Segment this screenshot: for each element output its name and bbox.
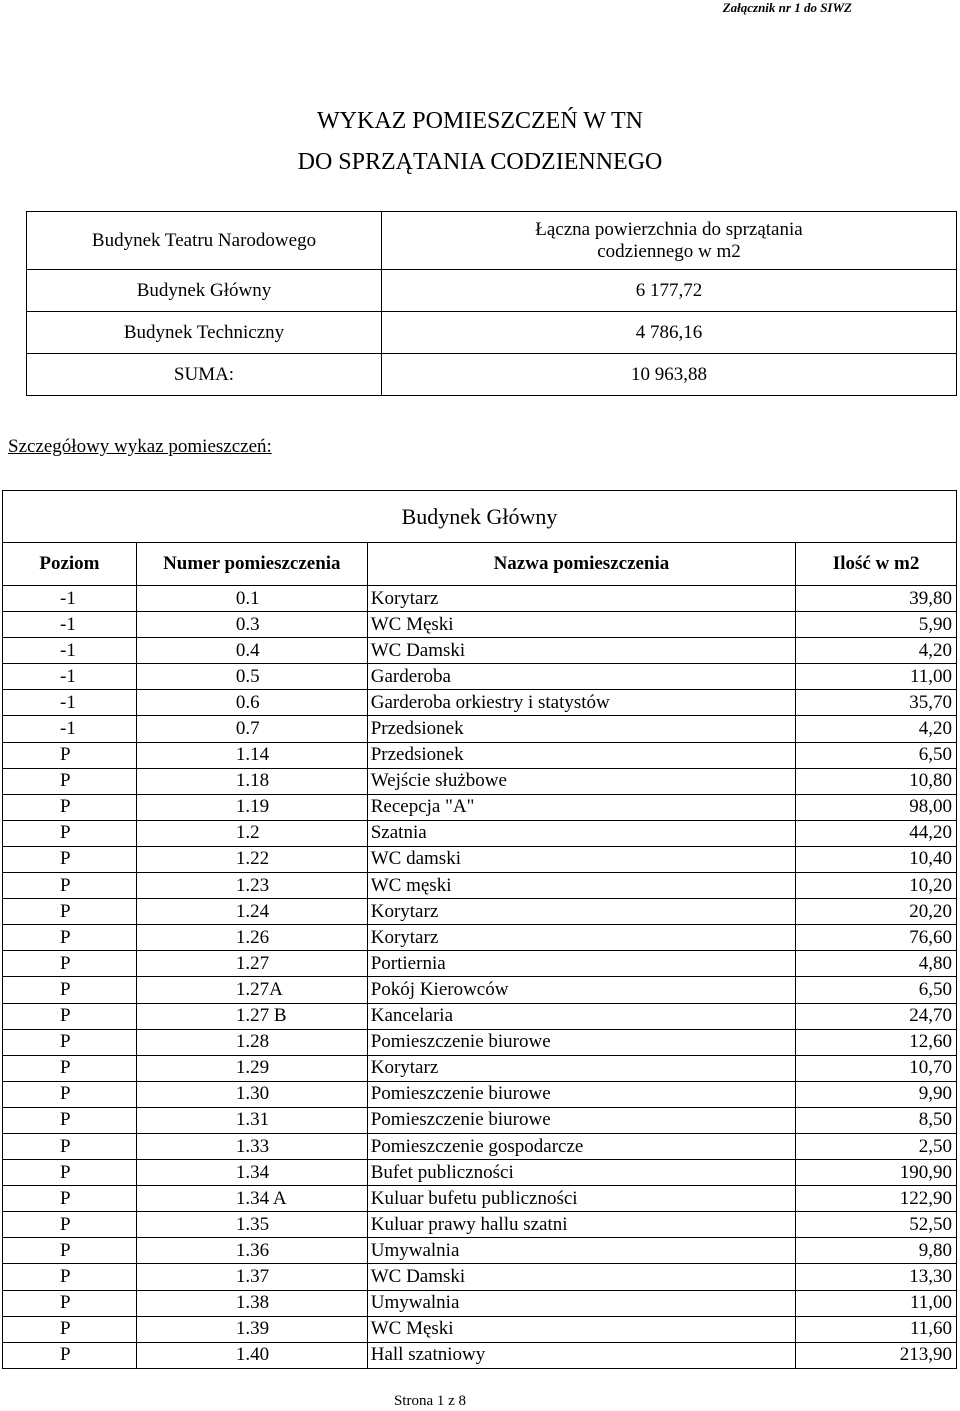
room-name: WC Damski [367, 1264, 795, 1290]
room-name: WC Damski [367, 638, 795, 664]
room-area: 76,60 [796, 925, 957, 951]
room-area: 10,40 [796, 846, 957, 872]
room-name: Garderoba [367, 664, 795, 690]
room-number: 1.2 [136, 820, 367, 846]
room-number: 0.1 [136, 586, 367, 612]
table-row [3, 742, 957, 768]
room-level: -1 [3, 716, 137, 742]
column-header-name: Nazwa pomieszczenia [367, 543, 795, 586]
table-row [3, 951, 957, 977]
room-level: P [3, 1081, 137, 1107]
room-area: 122,90 [796, 1186, 957, 1212]
room-level: P [3, 1186, 137, 1212]
document-title-line-1: WYKAZ POMIESZCZEŃ W TN [317, 108, 643, 134]
room-name: Szatnia [367, 820, 795, 846]
document-title-line-2: DO SPRZĄTANIA CODZIENNEGO [297, 149, 663, 175]
room-number: 1.23 [136, 873, 367, 899]
room-number: 1.28 [136, 1029, 367, 1055]
room-area: 11,00 [796, 664, 957, 690]
room-area: 10,80 [796, 768, 957, 794]
room-level: P [3, 1290, 137, 1316]
room-area: 6,50 [796, 977, 957, 1003]
room-level: P [3, 1107, 137, 1133]
room-name: WC damski [367, 846, 795, 872]
room-name: Kuluar bufetu publiczności [367, 1186, 795, 1212]
room-name: Hall szatniowy [367, 1342, 795, 1368]
room-level: P [3, 1316, 137, 1342]
room-area: 213,90 [796, 1342, 957, 1368]
table-row [3, 899, 957, 925]
table-row [3, 768, 957, 794]
room-area: 2,50 [796, 1133, 957, 1159]
room-number: 0.3 [136, 612, 367, 638]
room-level: -1 [3, 612, 137, 638]
room-name: Pomieszczenie biurowe [367, 1029, 795, 1055]
room-area: 52,50 [796, 1212, 957, 1238]
summary-row-label: SUMA: [27, 354, 382, 396]
room-number: 1.36 [136, 1238, 367, 1264]
table-row [3, 1316, 957, 1342]
room-area: 190,90 [796, 1160, 957, 1186]
room-name: WC Męski [367, 612, 795, 638]
room-area: 98,00 [796, 794, 957, 820]
room-level: P [3, 1055, 137, 1081]
table-row [3, 925, 957, 951]
table-row [3, 1133, 957, 1159]
room-area: 11,00 [796, 1290, 957, 1316]
building-name: Budynek Główny [3, 491, 957, 543]
room-level: P [3, 977, 137, 1003]
room-level: P [3, 899, 137, 925]
room-area: 9,90 [796, 1081, 957, 1107]
room-level: P [3, 873, 137, 899]
room-level: -1 [3, 664, 137, 690]
summary-row [27, 354, 957, 396]
room-number: 1.14 [136, 742, 367, 768]
room-number: 0.4 [136, 638, 367, 664]
room-name: Umywalnia [367, 1238, 795, 1264]
summary-table [26, 211, 957, 396]
room-level: P [3, 820, 137, 846]
table-row [3, 1342, 957, 1368]
room-number: 1.34 A [136, 1186, 367, 1212]
table-row [3, 1107, 957, 1133]
table-row [3, 1186, 957, 1212]
table-row [3, 1029, 957, 1055]
room-area: 44,20 [796, 820, 957, 846]
rooms-table-body [3, 586, 957, 1369]
room-number: 1.39 [136, 1316, 367, 1342]
table-row [3, 1212, 957, 1238]
room-level: P [3, 1160, 137, 1186]
table-row [3, 1238, 957, 1264]
room-area: 9,80 [796, 1238, 957, 1264]
table-row [3, 690, 957, 716]
summary-row [27, 270, 957, 312]
table-row [3, 977, 957, 1003]
column-header-level: Poziom [3, 543, 137, 586]
room-level: P [3, 768, 137, 794]
room-name: Garderoba orkiestry i statystów [367, 690, 795, 716]
table-row [3, 820, 957, 846]
room-name: Pokój Kierowców [367, 977, 795, 1003]
room-name: WC męski [367, 873, 795, 899]
room-level: P [3, 1029, 137, 1055]
room-number: 1.30 [136, 1081, 367, 1107]
room-number: 1.27A [136, 977, 367, 1003]
room-number: 1.26 [136, 925, 367, 951]
attachment-note: Załącznik nr 1 do SIWZ [722, 0, 852, 15]
summary-header-row [27, 212, 957, 270]
table-row [3, 1290, 957, 1316]
summary-header-area [382, 212, 957, 270]
room-name: Kuluar prawy hallu szatni [367, 1212, 795, 1238]
table-row [3, 794, 957, 820]
room-number: 1.29 [136, 1055, 367, 1081]
room-area: 10,70 [796, 1055, 957, 1081]
room-number: 1.24 [136, 899, 367, 925]
room-area: 10,20 [796, 873, 957, 899]
room-level: -1 [3, 638, 137, 664]
table-row [3, 612, 957, 638]
room-number: 1.31 [136, 1107, 367, 1133]
room-number: 1.40 [136, 1342, 367, 1368]
room-number: 0.5 [136, 664, 367, 690]
summary-row-label: Budynek Główny [27, 270, 382, 312]
room-area: 4,80 [796, 951, 957, 977]
room-area: 4,20 [796, 638, 957, 664]
summary-row-label: Budynek Techniczny [27, 312, 382, 354]
room-name: Pomieszczenie biurowe [367, 1107, 795, 1133]
room-name: Portiernia [367, 951, 795, 977]
room-area: 13,30 [796, 1264, 957, 1290]
room-level: -1 [3, 690, 137, 716]
room-name: Korytarz [367, 925, 795, 951]
room-level: P [3, 1264, 137, 1290]
room-area: 24,70 [796, 1003, 957, 1029]
room-level: P [3, 1212, 137, 1238]
rooms-table [2, 490, 957, 1369]
room-level: -1 [3, 586, 137, 612]
room-name: WC Męski [367, 1316, 795, 1342]
room-name: Przedsionek [367, 742, 795, 768]
room-area: 35,70 [796, 690, 957, 716]
room-area: 4,20 [796, 716, 957, 742]
room-number: 1.27 [136, 951, 367, 977]
table-row [3, 586, 957, 612]
room-number: 1.22 [136, 846, 367, 872]
table-row [3, 1160, 957, 1186]
room-number: 1.38 [136, 1290, 367, 1316]
table-row [3, 1264, 957, 1290]
room-number: 1.35 [136, 1212, 367, 1238]
room-name: Kancelaria [367, 1003, 795, 1029]
room-level: P [3, 794, 137, 820]
room-number: 1.27 B [136, 1003, 367, 1029]
column-header-area: Ilość w m2 [796, 543, 957, 586]
room-level: P [3, 846, 137, 872]
room-number: 1.19 [136, 794, 367, 820]
room-area: 6,50 [796, 742, 957, 768]
room-area: 20,20 [796, 899, 957, 925]
room-area: 11,60 [796, 1316, 957, 1342]
room-name: Pomieszczenie gospodarcze [367, 1133, 795, 1159]
room-name: Korytarz [367, 586, 795, 612]
room-number: 1.33 [136, 1133, 367, 1159]
room-name: Przedsionek [367, 716, 795, 742]
room-name: Recepcja "A" [367, 794, 795, 820]
table-row [3, 873, 957, 899]
room-number: 1.34 [136, 1160, 367, 1186]
summary-header-area-line-2: codziennego w m2 [597, 240, 741, 262]
table-row [3, 846, 957, 872]
table-row [3, 638, 957, 664]
room-number: 0.6 [136, 690, 367, 716]
room-area: 5,90 [796, 612, 957, 638]
room-level: P [3, 1003, 137, 1029]
room-name: Wejście służbowe [367, 768, 795, 794]
table-row [3, 716, 957, 742]
room-name: Umywalnia [367, 1290, 795, 1316]
detail-heading: Szczegółowy wykaz pomieszczeń: [8, 436, 272, 457]
room-name: Korytarz [367, 899, 795, 925]
room-level: P [3, 1133, 137, 1159]
room-number: 1.18 [136, 768, 367, 794]
room-number: 0.7 [136, 716, 367, 742]
room-name: Korytarz [367, 1055, 795, 1081]
room-number: 1.37 [136, 1264, 367, 1290]
summary-row-value: 10 963,88 [382, 354, 957, 396]
table-row [3, 664, 957, 690]
summary-header-area-line-1: Łączna powierzchnia do sprzątania [535, 218, 803, 240]
summary-row-value: 4 786,16 [382, 312, 957, 354]
summary-row-value: 6 177,72 [382, 270, 957, 312]
room-level: P [3, 925, 137, 951]
room-level: P [3, 1238, 137, 1264]
table-row [3, 1003, 957, 1029]
room-name: Bufet publiczności [367, 1160, 795, 1186]
room-area: 39,80 [796, 586, 957, 612]
summary-header-building: Budynek Teatru Narodowego [27, 212, 382, 270]
room-name: Pomieszczenie biurowe [367, 1081, 795, 1107]
room-level: P [3, 1342, 137, 1368]
table-row [3, 1055, 957, 1081]
room-level: P [3, 951, 137, 977]
room-area: 8,50 [796, 1107, 957, 1133]
summary-row [27, 312, 957, 354]
room-level: P [3, 742, 137, 768]
room-area: 12,60 [796, 1029, 957, 1055]
table-row [3, 1081, 957, 1107]
column-header-number: Numer pomieszczenia [136, 543, 367, 586]
page-number: Strona 1 z 8 [393, 1393, 467, 1409]
